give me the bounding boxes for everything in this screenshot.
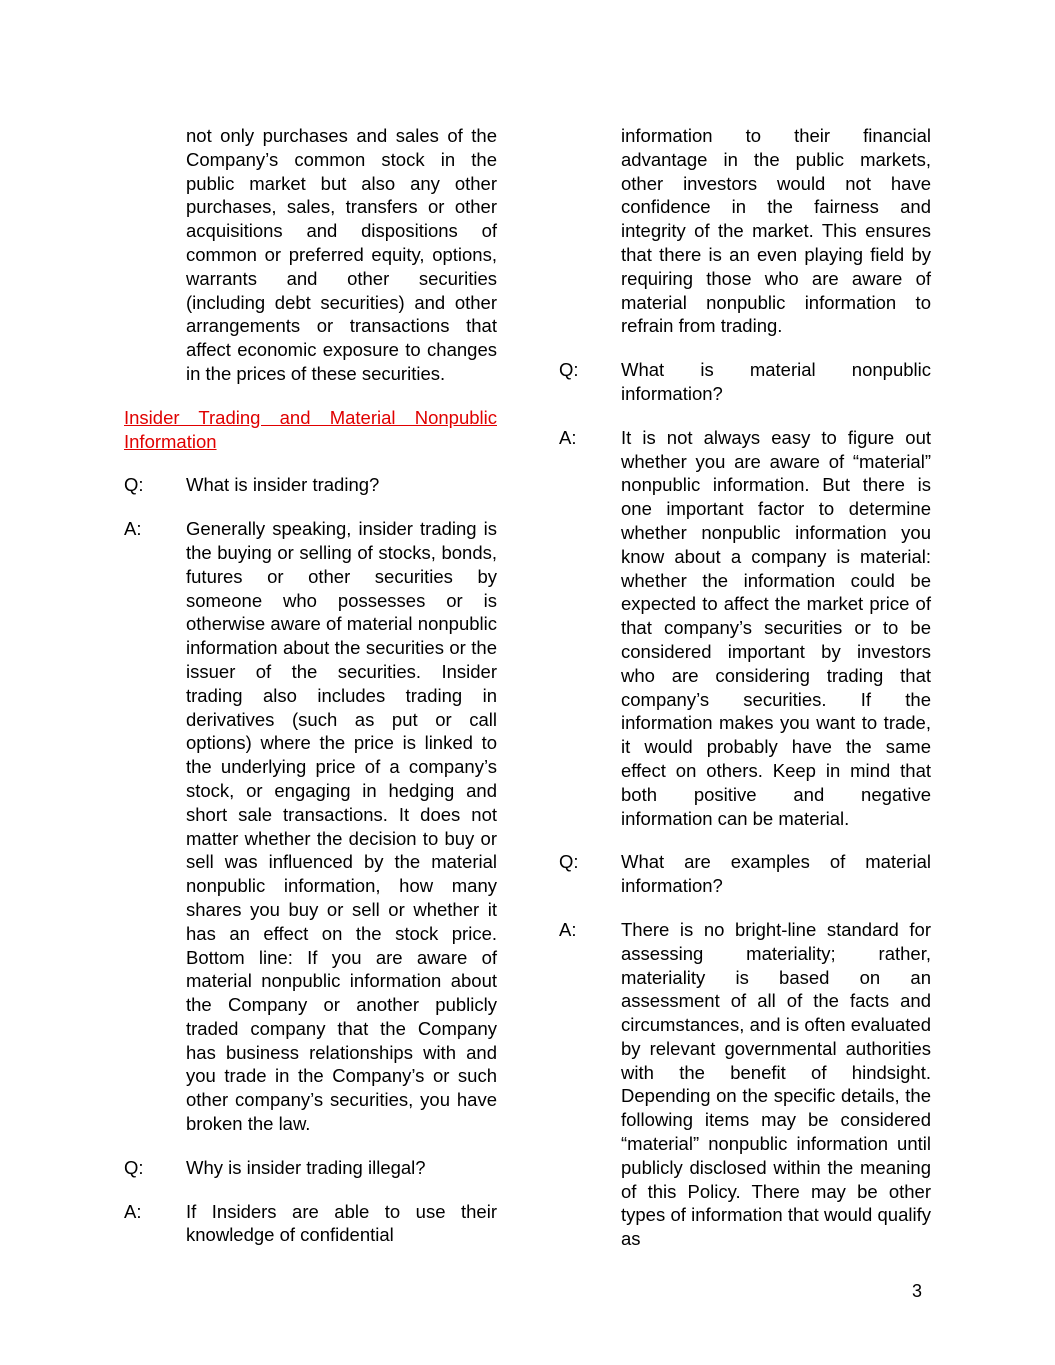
q-label: Q:: [124, 474, 144, 496]
question-why-illegal: [124, 1156, 497, 1180]
q-label: Q:: [559, 359, 579, 381]
answer-text: If Insiders are able to use their knowledge of confidential: [186, 1200, 497, 1246]
a-label: A:: [124, 1200, 142, 1222]
q-label: Q:: [559, 851, 579, 873]
question-text: What are examples of material information?: [621, 851, 931, 897]
answer-text: There is no bright-line standard for assessing materiality; rather, materiality is based on an assessment of all of the facts and circumstances, and is often evaluated by relevant governmental authorities with the benefit of hindsight. Depending on the specific details, the following items may be considered “material” nonpublic information until publicly disclosed within the meaning of this Policy. There may be other types of information that would qualify as: [621, 918, 931, 1250]
answer-material-nonpublic: [559, 426, 931, 831]
left-column: [124, 124, 497, 1247]
a-label: A:: [559, 918, 577, 940]
question-text: What is material nonpublic information?: [621, 359, 931, 404]
a-label: A:: [124, 518, 142, 540]
answer-text: It is not always easy to figure out whether you are aware of “material” nonpublic information. But there is one important factor to determine whether nonpublic information you know about a company is material: whether the information could be expected to affect the market price of that company’s securities or to be considered important by investors who are considering trading that company’s securities. If the information makes you want to trade, it would probably have the same effect on others. Keep in mind that both positive and negative information can be material.: [621, 426, 931, 829]
continuation-paragraph: information to their financial advantage in the public markets, other investors would not have confidence in the fairness and integrity of the market. This ensures that there is an even playing field by requiring those who are aware of material nonpublic information to refrain from trading.: [621, 125, 931, 337]
section-heading: Insider Trading and Material Nonpublic Information: [124, 406, 497, 452]
continuation-paragraph: not only purchases and sales of the Company’s common stock in the public market but also any other purchases, sales, transfers or other acquisitions and dispositions of common or preferred equity, options, warrants and other securities (including debt securities) and other arrangements or transactions that affect economic exposure to changes in the prices of these securities.: [186, 125, 497, 384]
question-text: What is insider trading?: [186, 474, 380, 496]
answer-why-illegal: [124, 1200, 497, 1248]
question-examples-material: [559, 850, 931, 898]
answer-insider-trading: [124, 517, 497, 1136]
question-text: Why is insider trading illegal?: [186, 1156, 426, 1178]
q-label: Q:: [124, 1156, 144, 1178]
right-column: [559, 124, 931, 1251]
answer-text: Generally speaking, insider trading is the buying or selling of stocks, bonds, futures or other securities by someone who possesses or is otherwise aware of material nonpublic information about the securities or the issuer of the securities. Insider trading also includes trading in derivatives (such as put or call options) where the price is linked to the underlying price of a company’s stock, or engaging in hedging and short sale transactions. It does not matter whether the decision to buy or sell was influenced by the material nonpublic information, how many shares you buy or sell or whether it has an effect on the stock price. Bottom line: If you are aware of material nonpublic information about the Company or another publicly traded company that the Company has business relationships with and you trade in the Company’s or such other company’s securities, you have broken the law.: [186, 518, 497, 1135]
a-label: A:: [559, 426, 577, 448]
answer-examples-material: [559, 918, 931, 1251]
question-material-nonpublic: [559, 358, 931, 406]
question-insider-trading: [124, 473, 497, 497]
page-number: 3: [912, 1281, 923, 1301]
